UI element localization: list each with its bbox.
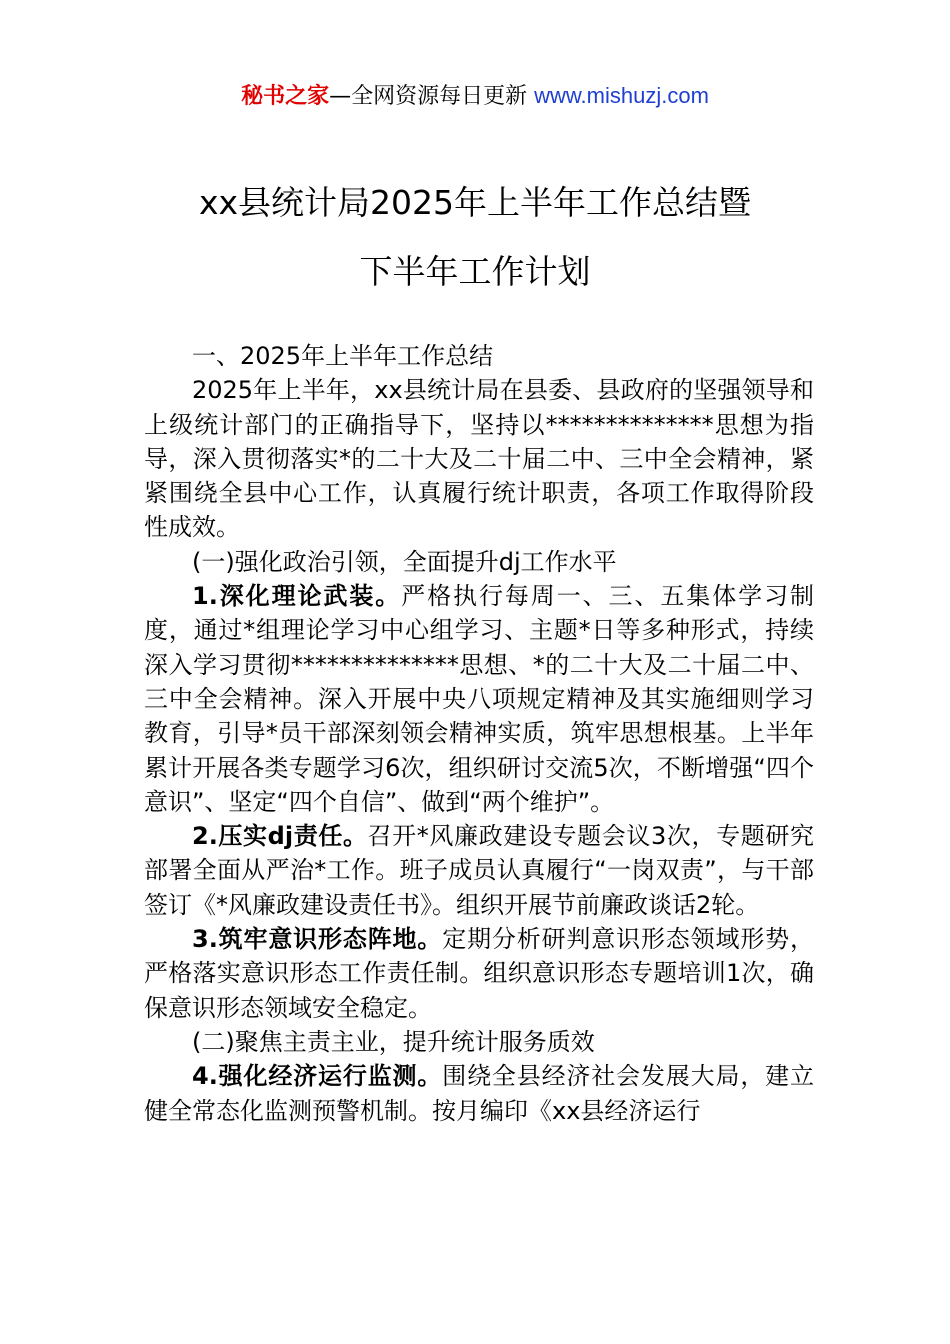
item2-text: 召开*风廉政建设专题会议3次，专题研究部署全面从严治*工作。班子成员认真履行“一岗双责”，与干部签订《*风廉政建设责任书》。组织开展节前廉政谈话2轮。 xyxy=(144,822,814,919)
item3-text: 定期分析研判意识形态领域形势，严格落实意识形态工作责任制。组织意识形态专题培训1次，确保意识形态领域安全稳定。 xyxy=(144,925,815,1022)
item1-text: 严格执行每周一、三、五集体学习制度，通过*组理论学习中心组学习、主题*日等多种形式，持续深入学习贯彻**************思想、*的二十大及二十届二中、三中全会精神。深入开展中央八项规定精神及其实施细则学习教育，引导*员干部深刻领会精神实质，筑牢思想根基。上半年累计开展各类专题学习6次，组织研讨交流5次，不断增强“四个意识”、坚定“四个自信”、做到“两个维护”。 xyxy=(144,582,814,816)
item4-text: 围绕全县经济社会发展大局，建立健全常态化监测预警机制。按月编印《xx县经济运行 xyxy=(144,1062,815,1125)
subsection1-heading: (一)强化政治引领，全面提升dj工作水平 xyxy=(192,547,617,576)
document-title-line1: xx县统计局2025年上半年工作总结暨 xyxy=(198,183,752,222)
document-body xyxy=(144,339,814,1128)
item4-title: 4.强化经济运行监测。 xyxy=(192,1062,443,1091)
item1-title: 1.深化理论武装。 xyxy=(192,582,402,611)
intro-paragraph: 2025年上半年，xx县统计局在县委、县政府的坚强领导和上级统计部门的正确指导下，坚持以**************思想为指导，深入贯彻落实*的二十大及二十届二中、三中全会精神，紧紧围绕全县中心工作，认真履行统计职责，各项工作取得阶段性成效。 xyxy=(144,376,814,542)
item3-paragraph xyxy=(144,922,814,1025)
item2-title: 2.压实dj责任。 xyxy=(192,822,368,851)
site-header xyxy=(0,80,950,113)
site-url[interactable]: www.mishuzj.com xyxy=(534,83,709,108)
item3-title: 3.筑牢意识形态阵地。 xyxy=(192,925,443,954)
document-title-line2: 下半年工作计划 xyxy=(359,252,591,291)
item1-paragraph xyxy=(144,579,814,819)
item2-paragraph xyxy=(144,819,814,922)
site-brand: 秘书之家 xyxy=(241,84,330,109)
subsection2-heading: (二)聚焦主责主业，提升统计服务质效 xyxy=(192,1027,595,1056)
item4-paragraph xyxy=(144,1059,814,1128)
section1-heading: 一、2025年上半年工作总结 xyxy=(192,342,494,370)
site-tagline: —全网资源每日更新 xyxy=(329,84,528,109)
